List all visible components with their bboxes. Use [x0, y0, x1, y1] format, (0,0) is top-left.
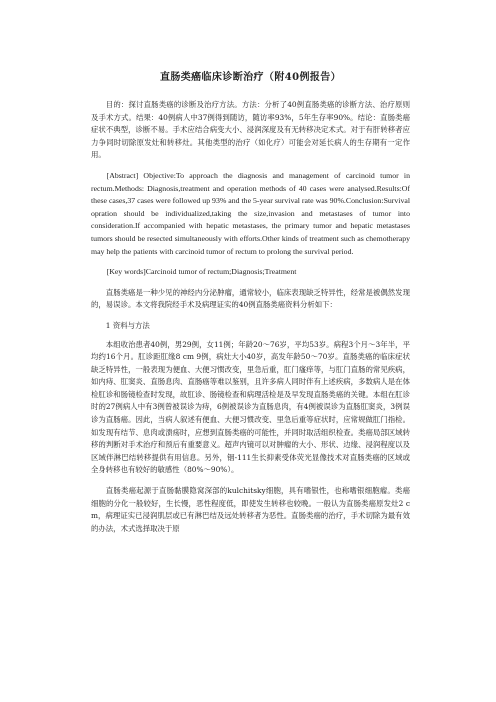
page-title: 直肠类癌临床诊断治疗（附40例报告）	[159, 72, 342, 83]
body-paragraph-2: 直肠类癌起源于直肠黏膜隐窝深部的kulchitsky细胞，具有嗜银性，也称嗜银细胞瘤。类癌细胞的分化一般较好，生长慢，恶性程度低，即使发生转移也较晚。一般认为直肠类癌原发灶2 cm，病理证实已浸润肌层或已有淋巴结及远处转移者为恶性。直肠类癌的治疗，手术切除为最有效的办法，术式选择取决于原	[91, 486, 410, 533]
keywords-english: [Key words]Carcinoid tumor of rectum;Diagnosis;Treatment	[106, 267, 297, 277]
introduction-paragraph: 直肠类癌是一种少见的神经内分泌肿瘤，通常较小，临床表现缺乏特异性，经常是被偶然发现的，易误诊。本文将我院经手术及病理证实的40例直肠类癌资料分析如下：	[91, 287, 410, 310]
abstract-chinese: 目的：探讨直肠类癌的诊断及治疗方法。方法：分析了40例直肠类癌的诊断方法、治疗原则及手术方式。结果：40例病人中37例得到随访，随访率93%，5年生存率90%。结论：直肠类癌症状不典型，诊断不易。手术应结合病变大小、浸润深度及有无转移决定术式。对于有肝转移者应力争同时切除原发灶和转移灶。其他类型的治疗（如化疗）可能会对延长病人的生存期有一定作用。	[91, 100, 410, 160]
section-heading-materials-methods: 1 资料与方法	[105, 320, 150, 330]
abstract-english: [Abstract] Objective:To approach the diagnosis and management of carcinoid tumor in rectum.Methods: Diagnosis,treatment and operation methods of 40 cases were analysed.Results:Of these cases,37 cases were followed up 93% and the 5-year survival rate was 90%.Conclusion:Survival opration should be individualized,taking the size,invasion and metastases of tumor into consideration.If accompanied with hepatic metastases, the primary tumor and hepatic metastases tumors should be resected simultaneously with efforts.Other kinds of treatment such as chemotherapy may help the patients with carcinoid tumor of rectum to prolong the survival period.	[91, 170, 410, 256]
body-paragraph-1: 本组收治患者40例，男29例，女11例；年龄20～76岁，平均53岁。病程3个月～3年半，平均约16个月。肛诊距肛缘8 cm 9例，病灶大小40岁，高发年龄50～70岁。直肠类癌的临床症状缺乏特异性，一般表现为便血、大便习惯改变，里急后重，肛门瘙痒等，与肛门直肠的常见疾病，如内痔、肛窦炎、直肠息肉、直肠癌等难以鉴别，且许多病人同时伴有上述疾病，多数病人是在体检肛诊和肠镜检查时发现，故肛诊、肠镜检查和病理活检是及早发现直肠类癌的关键。本组在肛诊时的27例病人中有3例曾被误诊为痔，6例被误诊为直肠息肉，有4例被误诊为直肠肛窦炎，3例误诊为直肠癌。因此，当病人叙述有便血、大便习惯改变、里急后重等症状时，应常规做肛门指检。如发现有结节、息肉或溃疡时，应想到直肠类癌的可能性，并同时取活组织检查。类癌局部区域转移的判断对手术治疗和预后有重要意义。超声内镜可以对肿瘤的大小、形状、边缘、浸润程度以及区域伴淋巴结转移提供有用信息。另外，铟-111生长抑素受体荧光显像技术对直肠类癌的区域或全身转移也有较好的敏感性（80%～90%）。	[91, 339, 410, 475]
